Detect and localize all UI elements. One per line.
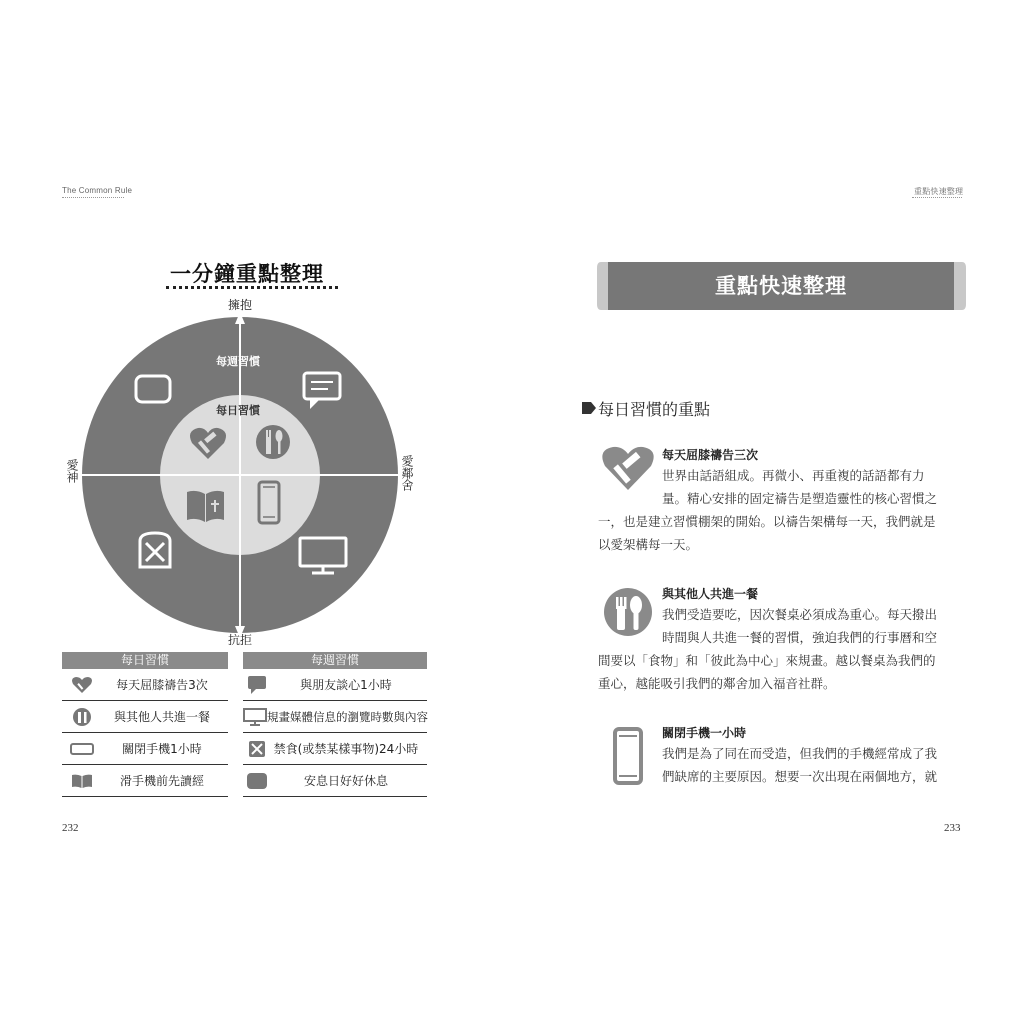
item-line: 時間與人共進一餐的習慣，強迫我們的行事曆和空 [662,630,938,645]
no-bread-icon [243,741,271,757]
weekly-row-text: 安息日好好休息 [303,774,388,788]
pillow-icon [243,773,271,789]
daily-row-prayer [62,669,228,701]
monitor-icon [243,708,267,726]
weekly-row-sabbath [243,765,427,797]
weekly-row-text: 禁食(或禁某樣事物)24小時 [273,742,419,756]
right-page-number: 233 [944,822,961,834]
daily-row-text: 與其他人共進一餐 [113,710,210,724]
item-line: 重心，越能吸引我們的鄰舍加入福音社群。 [598,676,836,691]
daily-table-header: 每日習慣 [62,652,228,669]
fork-spoon-icon [256,425,290,459]
left-page-number: 232 [62,822,79,834]
weekly-table-header: 每週習慣 [243,652,427,669]
left-header-rule [62,197,124,198]
item-line: 們缺席的主要原因。想要一次出現在兩個地方，就 [662,769,938,784]
left-page-title: 一分鐘重點整理 [170,262,324,286]
phone-icon [613,727,643,785]
daily-row-text: 每天屈膝禱告3次 [116,678,208,692]
weekly-row-text: 規畫媒體信息的瀏覽時數與內容 [267,709,428,724]
title-dotted-rule [166,286,338,289]
axis-right-label: 愛鄰舍 [400,455,414,491]
axis-top-label: 擁抱 [228,298,253,312]
inner-circle-label: 每日習慣 [216,404,260,417]
right-running-header: 重點快速整理 [914,187,964,196]
phone-icon [62,743,102,755]
item-line: 量。精心安排的固定禱告是塑造靈性的核心習慣之 [662,491,938,506]
daily-row-text: 滑手機前先讀經 [119,774,204,788]
weekly-row-friends [243,669,427,701]
daily-row-meal [62,701,228,733]
speech-bubble-icon [243,676,271,694]
habit-circle-diagram [60,300,420,640]
banner-title: 重點快速整理 [715,273,847,298]
item-line: 我們受造要吃，因次餐桌必須成為重心。每天撥出 [662,607,938,622]
banner-right-tab [954,262,966,310]
section-title: 每日習慣的重點 [598,400,711,419]
left-running-header: The Common Rule [62,186,133,195]
fork-spoon-icon [62,708,102,726]
weekly-row-media [243,701,427,733]
item-title-phone: 關閉手機一小時 [662,726,747,740]
weekly-row-fasting [243,733,427,765]
daily-row-bible [62,765,228,797]
right-header-rule [912,197,962,198]
heart-hammer-icon [62,677,102,693]
daily-row-text: 關閉手機1小時 [122,742,202,756]
item-line: 一，也是建立習慣棚架的開始。以禱告架構每一天，我們就是 [598,514,936,529]
axis-left-label: 愛神 [65,459,79,483]
item-line: 我們是為了同在而受造，但我們的手機經常成了我 [662,746,938,761]
section-bullet-icon [582,402,596,414]
daily-row-phone [62,733,228,765]
bible-icon [62,774,102,788]
heart-hammer-icon [602,446,654,490]
item-line: 以愛架構每一天。 [598,537,699,552]
weekly-row-text: 與朋友談心1小時 [300,678,392,692]
item-line: 間要以「食物」和「彼此為中心」來規畫。越以餐桌為我們的 [598,653,936,668]
item-title-prayer: 每天屈膝禱告三次 [662,448,759,462]
outer-ring-label: 每週習慣 [216,355,260,368]
axis-bottom-label: 抗拒 [228,633,253,647]
item-line: 世界由話語組成。再微小、再重複的話語都有力 [662,468,925,483]
item-title-meal: 與其他人共進一餐 [662,587,759,601]
fork-spoon-icon [604,588,652,636]
